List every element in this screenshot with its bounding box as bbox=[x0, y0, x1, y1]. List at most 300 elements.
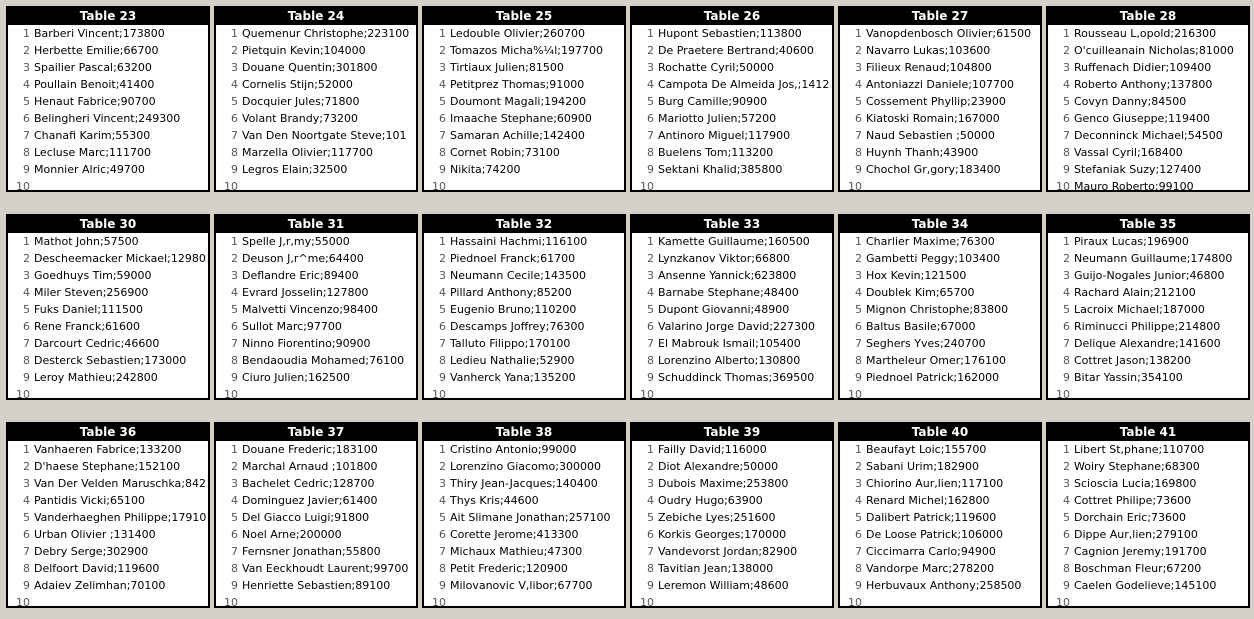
table-row[interactable] bbox=[216, 25, 416, 42]
table-row[interactable] bbox=[1048, 577, 1248, 594]
table-row[interactable] bbox=[8, 127, 208, 144]
table-row[interactable] bbox=[424, 369, 624, 386]
row-text: Talluto Filippo;170100 bbox=[450, 337, 571, 350]
table-row[interactable] bbox=[1048, 475, 1248, 492]
table-row[interactable] bbox=[216, 250, 416, 267]
table-row[interactable] bbox=[840, 526, 1040, 543]
table-title: Table 38 bbox=[424, 424, 624, 441]
table-row[interactable] bbox=[424, 301, 624, 318]
table-row[interactable] bbox=[840, 577, 1040, 594]
table-row[interactable] bbox=[424, 42, 624, 59]
row-text: Seghers Yves;240700 bbox=[866, 337, 986, 350]
table-row[interactable] bbox=[1048, 441, 1248, 458]
table-row[interactable] bbox=[1048, 284, 1248, 301]
table-row[interactable] bbox=[216, 178, 416, 192]
table-row[interactable] bbox=[8, 178, 208, 192]
table-row[interactable] bbox=[632, 161, 832, 178]
row-text: Lorenzino Alberto;130800 bbox=[658, 354, 801, 367]
table-row[interactable] bbox=[632, 76, 832, 93]
table-card[interactable] bbox=[422, 6, 626, 192]
row-number: 10 bbox=[16, 180, 30, 192]
row-text: Navarro Lukas;103600 bbox=[866, 44, 991, 57]
table-row[interactable] bbox=[216, 301, 416, 318]
row-number: 2 bbox=[647, 44, 654, 57]
table-row[interactable] bbox=[840, 76, 1040, 93]
row-text: Leremon William;48600 bbox=[658, 579, 789, 592]
table-row[interactable] bbox=[8, 335, 208, 352]
table-row[interactable] bbox=[424, 335, 624, 352]
row-number: 8 bbox=[647, 354, 654, 367]
table-row[interactable] bbox=[8, 594, 208, 608]
table-row[interactable] bbox=[1048, 335, 1248, 352]
table-row[interactable] bbox=[424, 25, 624, 42]
row-text: Van Den Noortgate Steve;101 bbox=[242, 129, 407, 142]
row-number: 1 bbox=[231, 235, 238, 248]
table-row[interactable] bbox=[632, 25, 832, 42]
row-text: Legros Elain;32500 bbox=[242, 163, 348, 176]
table-row[interactable] bbox=[840, 127, 1040, 144]
row-text: Riminucci Philippe;214800 bbox=[1074, 320, 1221, 333]
table-row[interactable] bbox=[424, 76, 624, 93]
table-card[interactable] bbox=[1046, 6, 1250, 192]
table-row[interactable] bbox=[8, 161, 208, 178]
row-text: De Praetere Bertrand;40600 bbox=[658, 44, 814, 57]
table-row[interactable] bbox=[632, 93, 832, 110]
table-rows bbox=[632, 441, 832, 608]
row-number: 10 bbox=[1056, 180, 1070, 192]
table-row[interactable] bbox=[632, 441, 832, 458]
table-row[interactable] bbox=[1048, 178, 1248, 192]
table-row[interactable] bbox=[632, 577, 832, 594]
table-row[interactable] bbox=[632, 144, 832, 161]
row-number: 3 bbox=[855, 269, 862, 282]
row-number: 7 bbox=[23, 337, 30, 350]
table-row[interactable] bbox=[840, 267, 1040, 284]
table-row[interactable] bbox=[840, 161, 1040, 178]
row-number: 9 bbox=[647, 371, 654, 384]
table-row[interactable] bbox=[840, 386, 1040, 400]
row-text: Lecluse Marc;111700 bbox=[34, 146, 152, 159]
row-text: Neumann Guillaume;174800 bbox=[1074, 252, 1233, 265]
table-row[interactable] bbox=[216, 233, 416, 250]
row-number: 6 bbox=[231, 320, 238, 333]
row-text: Henaut Fabrice;90700 bbox=[34, 95, 156, 108]
row-text: Darcourt Cedric;46600 bbox=[34, 337, 160, 350]
table-row[interactable] bbox=[840, 335, 1040, 352]
table-row[interactable] bbox=[424, 233, 624, 250]
row-number: 2 bbox=[1063, 252, 1070, 265]
row-text: Mauro Roberto;99100 bbox=[1074, 180, 1194, 192]
table-row[interactable] bbox=[216, 560, 416, 577]
table-row[interactable] bbox=[632, 543, 832, 560]
row-text: Mariotto Julien;57200 bbox=[658, 112, 777, 125]
table-row[interactable] bbox=[840, 352, 1040, 369]
table-row[interactable] bbox=[632, 386, 832, 400]
table-row[interactable] bbox=[216, 352, 416, 369]
table-row[interactable] bbox=[632, 42, 832, 59]
row-text: Debry Serge;302900 bbox=[34, 545, 149, 558]
table-row[interactable] bbox=[840, 250, 1040, 267]
table-row[interactable] bbox=[8, 267, 208, 284]
table-row[interactable] bbox=[216, 386, 416, 400]
table-row[interactable] bbox=[8, 441, 208, 458]
table-card[interactable] bbox=[1046, 422, 1250, 608]
table-rows bbox=[424, 25, 624, 192]
table-row[interactable] bbox=[8, 560, 208, 577]
table-row[interactable] bbox=[632, 526, 832, 543]
table-row[interactable] bbox=[1048, 594, 1248, 608]
table-row[interactable] bbox=[8, 352, 208, 369]
row-number: 2 bbox=[23, 460, 30, 473]
table-row[interactable] bbox=[632, 509, 832, 526]
table-title: Table 33 bbox=[632, 216, 832, 233]
row-text: Thiry Jean-Jacques;140400 bbox=[450, 477, 598, 490]
row-number: 8 bbox=[1063, 562, 1070, 575]
table-row[interactable] bbox=[216, 127, 416, 144]
table-row[interactable] bbox=[632, 369, 832, 386]
table-row[interactable] bbox=[216, 492, 416, 509]
table-row[interactable] bbox=[424, 250, 624, 267]
row-number: 1 bbox=[439, 443, 446, 456]
row-number: 10 bbox=[432, 596, 446, 608]
table-row[interactable] bbox=[632, 335, 832, 352]
table-row[interactable] bbox=[632, 560, 832, 577]
table-row[interactable] bbox=[632, 594, 832, 608]
row-number: 5 bbox=[231, 511, 238, 524]
table-row[interactable] bbox=[424, 267, 624, 284]
table-row[interactable] bbox=[8, 318, 208, 335]
table-row[interactable] bbox=[424, 543, 624, 560]
table-row[interactable] bbox=[840, 42, 1040, 59]
table-title: Table 25 bbox=[424, 8, 624, 25]
row-number: 3 bbox=[1063, 61, 1070, 74]
row-text: Ledieu Nathalie;52900 bbox=[450, 354, 575, 367]
table-row[interactable] bbox=[840, 318, 1040, 335]
table-card[interactable] bbox=[1046, 214, 1250, 400]
table-card[interactable] bbox=[630, 422, 834, 608]
row-text: Hox Kevin;121500 bbox=[866, 269, 967, 282]
row-number: 5 bbox=[647, 511, 654, 524]
table-row[interactable] bbox=[8, 233, 208, 250]
table-row[interactable] bbox=[8, 475, 208, 492]
row-text: Van Eeckhoudt Laurent;99700 bbox=[242, 562, 409, 575]
row-number: 7 bbox=[231, 337, 238, 350]
row-number: 2 bbox=[231, 44, 238, 57]
table-row[interactable] bbox=[840, 301, 1040, 318]
table-row[interactable] bbox=[1048, 386, 1248, 400]
row-number: 10 bbox=[1056, 596, 1070, 608]
table-row[interactable] bbox=[424, 110, 624, 127]
table-row[interactable] bbox=[1048, 93, 1248, 110]
row-number: 1 bbox=[647, 443, 654, 456]
table-row[interactable] bbox=[1048, 144, 1248, 161]
row-number: 8 bbox=[647, 562, 654, 575]
table-row[interactable] bbox=[1048, 369, 1248, 386]
table-row[interactable] bbox=[1048, 250, 1248, 267]
table-row[interactable] bbox=[216, 335, 416, 352]
table-row[interactable] bbox=[1048, 233, 1248, 250]
table-row[interactable] bbox=[8, 42, 208, 59]
row-text: Deuson J,r^me;64400 bbox=[242, 252, 364, 265]
row-text: Naud Sebastien ;50000 bbox=[866, 129, 995, 142]
row-number: 9 bbox=[1063, 371, 1070, 384]
table-row[interactable] bbox=[216, 59, 416, 76]
table-row[interactable] bbox=[216, 509, 416, 526]
table-row[interactable] bbox=[8, 59, 208, 76]
row-text: Rene Franck;61600 bbox=[34, 320, 141, 333]
row-number: 6 bbox=[439, 320, 446, 333]
table-card[interactable] bbox=[6, 6, 210, 192]
table-row[interactable] bbox=[840, 178, 1040, 192]
table-row[interactable] bbox=[216, 526, 416, 543]
row-number: 4 bbox=[231, 78, 238, 91]
row-text: Milovanovic V,libor;67700 bbox=[450, 579, 593, 592]
table-row[interactable] bbox=[1048, 59, 1248, 76]
table-row[interactable] bbox=[632, 301, 832, 318]
row-text: Huynh Thanh;43900 bbox=[866, 146, 979, 159]
table-row[interactable] bbox=[1048, 458, 1248, 475]
table-row[interactable] bbox=[632, 475, 832, 492]
table-row[interactable] bbox=[632, 284, 832, 301]
table-row[interactable] bbox=[216, 76, 416, 93]
table-row[interactable] bbox=[8, 492, 208, 509]
row-number: 7 bbox=[231, 129, 238, 142]
row-number: 4 bbox=[855, 286, 862, 299]
table-row[interactable] bbox=[632, 458, 832, 475]
table-row[interactable] bbox=[424, 59, 624, 76]
table-row[interactable] bbox=[632, 352, 832, 369]
table-row[interactable] bbox=[840, 441, 1040, 458]
table-row[interactable] bbox=[8, 76, 208, 93]
table-row[interactable] bbox=[840, 59, 1040, 76]
table-row[interactable] bbox=[424, 93, 624, 110]
table-row[interactable] bbox=[840, 560, 1040, 577]
table-row[interactable] bbox=[840, 509, 1040, 526]
table-row[interactable] bbox=[8, 509, 208, 526]
table-row[interactable] bbox=[424, 560, 624, 577]
row-text: Guijo-Nogales Junior;46800 bbox=[1074, 269, 1225, 282]
table-row[interactable] bbox=[840, 369, 1040, 386]
table-row[interactable] bbox=[8, 93, 208, 110]
table-row[interactable] bbox=[424, 144, 624, 161]
table-row[interactable] bbox=[840, 458, 1040, 475]
table-row[interactable] bbox=[424, 509, 624, 526]
row-number: 4 bbox=[23, 494, 30, 507]
row-text: Lacroix Michael;187000 bbox=[1074, 303, 1205, 316]
row-number: 3 bbox=[23, 477, 30, 490]
row-text: Piednoel Patrick;162000 bbox=[866, 371, 1000, 384]
table-row[interactable] bbox=[424, 441, 624, 458]
table-row[interactable] bbox=[8, 458, 208, 475]
table-row[interactable] bbox=[424, 475, 624, 492]
table-card[interactable] bbox=[214, 214, 418, 400]
table-row[interactable] bbox=[424, 161, 624, 178]
table-row[interactable] bbox=[424, 352, 624, 369]
table-row[interactable] bbox=[8, 577, 208, 594]
row-number: 8 bbox=[231, 562, 238, 575]
table-row[interactable] bbox=[424, 577, 624, 594]
table-row[interactable] bbox=[1048, 267, 1248, 284]
table-row[interactable] bbox=[8, 369, 208, 386]
table-row[interactable] bbox=[1048, 110, 1248, 127]
table-row[interactable] bbox=[840, 233, 1040, 250]
table-row[interactable] bbox=[216, 577, 416, 594]
table-row[interactable] bbox=[424, 594, 624, 608]
table-row[interactable] bbox=[8, 386, 208, 400]
row-text: Antoniazzi Daniele;107700 bbox=[866, 78, 1014, 91]
table-row[interactable] bbox=[216, 475, 416, 492]
row-number: 1 bbox=[23, 235, 30, 248]
table-row[interactable] bbox=[8, 301, 208, 318]
row-number: 10 bbox=[640, 388, 654, 400]
table-row[interactable] bbox=[1048, 161, 1248, 178]
table-row[interactable] bbox=[840, 144, 1040, 161]
table-title: Table 40 bbox=[840, 424, 1040, 441]
table-row[interactable] bbox=[424, 178, 624, 192]
row-number: 5 bbox=[1063, 303, 1070, 316]
row-text: Genco Giuseppe;119400 bbox=[1074, 112, 1211, 125]
table-row[interactable] bbox=[424, 492, 624, 509]
table-row[interactable] bbox=[1048, 543, 1248, 560]
row-number: 2 bbox=[23, 252, 30, 265]
table-row[interactable] bbox=[216, 110, 416, 127]
table-row[interactable] bbox=[840, 93, 1040, 110]
table-row[interactable] bbox=[8, 25, 208, 42]
table-row[interactable] bbox=[840, 594, 1040, 608]
table-row[interactable] bbox=[840, 543, 1040, 560]
row-text: Piraux Lucas;196900 bbox=[1074, 235, 1189, 248]
table-row[interactable] bbox=[8, 110, 208, 127]
table-row[interactable] bbox=[8, 543, 208, 560]
row-number: 7 bbox=[1063, 545, 1070, 558]
table-rows bbox=[8, 25, 208, 192]
table-row[interactable] bbox=[216, 369, 416, 386]
table-row[interactable] bbox=[632, 250, 832, 267]
row-number: 7 bbox=[647, 129, 654, 142]
table-row[interactable] bbox=[840, 110, 1040, 127]
table-row[interactable] bbox=[1048, 25, 1248, 42]
table-row[interactable] bbox=[216, 318, 416, 335]
row-text: Woiry Stephane;68300 bbox=[1074, 460, 1200, 473]
table-card[interactable] bbox=[6, 214, 210, 400]
table-card[interactable] bbox=[630, 6, 834, 192]
row-text: Goedhuys Tim;59000 bbox=[34, 269, 152, 282]
table-row[interactable] bbox=[424, 284, 624, 301]
table-row[interactable] bbox=[216, 284, 416, 301]
table-row[interactable] bbox=[1048, 318, 1248, 335]
table-row[interactable] bbox=[216, 93, 416, 110]
table-title: Table 37 bbox=[216, 424, 416, 441]
table-row[interactable] bbox=[1048, 352, 1248, 369]
row-text: Marchal Arnaud ;101800 bbox=[242, 460, 378, 473]
row-number: 3 bbox=[231, 477, 238, 490]
table-row[interactable] bbox=[8, 144, 208, 161]
table-row[interactable] bbox=[8, 250, 208, 267]
table-row[interactable] bbox=[632, 59, 832, 76]
table-row[interactable] bbox=[424, 526, 624, 543]
table-row[interactable] bbox=[840, 492, 1040, 509]
table-card[interactable] bbox=[422, 214, 626, 400]
table-row[interactable] bbox=[424, 318, 624, 335]
table-card[interactable] bbox=[838, 6, 1042, 192]
table-card[interactable] bbox=[838, 422, 1042, 608]
row-text: Barnabe Stephane;48400 bbox=[658, 286, 799, 299]
table-row[interactable] bbox=[216, 594, 416, 608]
table-row[interactable] bbox=[424, 458, 624, 475]
row-number: 10 bbox=[848, 596, 862, 608]
row-number: 5 bbox=[23, 303, 30, 316]
row-number: 8 bbox=[231, 146, 238, 159]
table-row[interactable] bbox=[632, 267, 832, 284]
table-row[interactable] bbox=[216, 267, 416, 284]
table-row[interactable] bbox=[632, 318, 832, 335]
row-text: Sabani Urim;182900 bbox=[866, 460, 980, 473]
row-number: 3 bbox=[231, 269, 238, 282]
table-row[interactable] bbox=[1048, 76, 1248, 93]
table-row[interactable] bbox=[840, 25, 1040, 42]
table-row[interactable] bbox=[1048, 492, 1248, 509]
row-text: Samaran Achille;142400 bbox=[450, 129, 585, 142]
row-number: 3 bbox=[439, 269, 446, 282]
table-row[interactable] bbox=[424, 386, 624, 400]
table-row[interactable] bbox=[8, 526, 208, 543]
table-row[interactable] bbox=[840, 284, 1040, 301]
table-card[interactable] bbox=[630, 214, 834, 400]
table-row[interactable] bbox=[632, 178, 832, 192]
table-row[interactable] bbox=[632, 127, 832, 144]
row-number: 9 bbox=[23, 371, 30, 384]
table-card[interactable] bbox=[214, 6, 418, 192]
row-number: 1 bbox=[231, 27, 238, 40]
table-row[interactable] bbox=[632, 110, 832, 127]
row-number: 1 bbox=[23, 27, 30, 40]
row-text: Tirtiaux Julien;81500 bbox=[450, 61, 564, 74]
row-text: Chanafi Karim;55300 bbox=[34, 129, 151, 142]
row-text: Cornet Robin;73100 bbox=[450, 146, 560, 159]
table-row[interactable] bbox=[424, 127, 624, 144]
row-number: 1 bbox=[855, 27, 862, 40]
row-text: Deconninck Michael;54500 bbox=[1074, 129, 1223, 142]
table-row[interactable] bbox=[1048, 560, 1248, 577]
table-row[interactable] bbox=[840, 475, 1040, 492]
row-number: 2 bbox=[647, 460, 654, 473]
table-row[interactable] bbox=[216, 543, 416, 560]
table-row[interactable] bbox=[216, 161, 416, 178]
table-card[interactable] bbox=[422, 422, 626, 608]
table-row[interactable] bbox=[216, 458, 416, 475]
row-number: 10 bbox=[432, 180, 446, 192]
table-row[interactable] bbox=[216, 42, 416, 59]
table-row[interactable] bbox=[1048, 526, 1248, 543]
table-card[interactable] bbox=[838, 214, 1042, 400]
table-row[interactable] bbox=[216, 144, 416, 161]
table-row[interactable] bbox=[1048, 127, 1248, 144]
table-row[interactable] bbox=[1048, 509, 1248, 526]
table-row[interactable] bbox=[1048, 42, 1248, 59]
row-number: 4 bbox=[439, 494, 446, 507]
row-text: Boschman Fleur;67200 bbox=[1074, 562, 1202, 575]
table-row[interactable] bbox=[216, 441, 416, 458]
table-card[interactable] bbox=[214, 422, 418, 608]
table-card[interactable] bbox=[6, 422, 210, 608]
table-row[interactable] bbox=[8, 284, 208, 301]
table-row[interactable] bbox=[1048, 301, 1248, 318]
table-row[interactable] bbox=[632, 233, 832, 250]
row-number: 7 bbox=[1063, 129, 1070, 142]
row-number: 10 bbox=[1056, 388, 1070, 400]
row-number: 6 bbox=[647, 112, 654, 125]
table-row[interactable] bbox=[632, 492, 832, 509]
